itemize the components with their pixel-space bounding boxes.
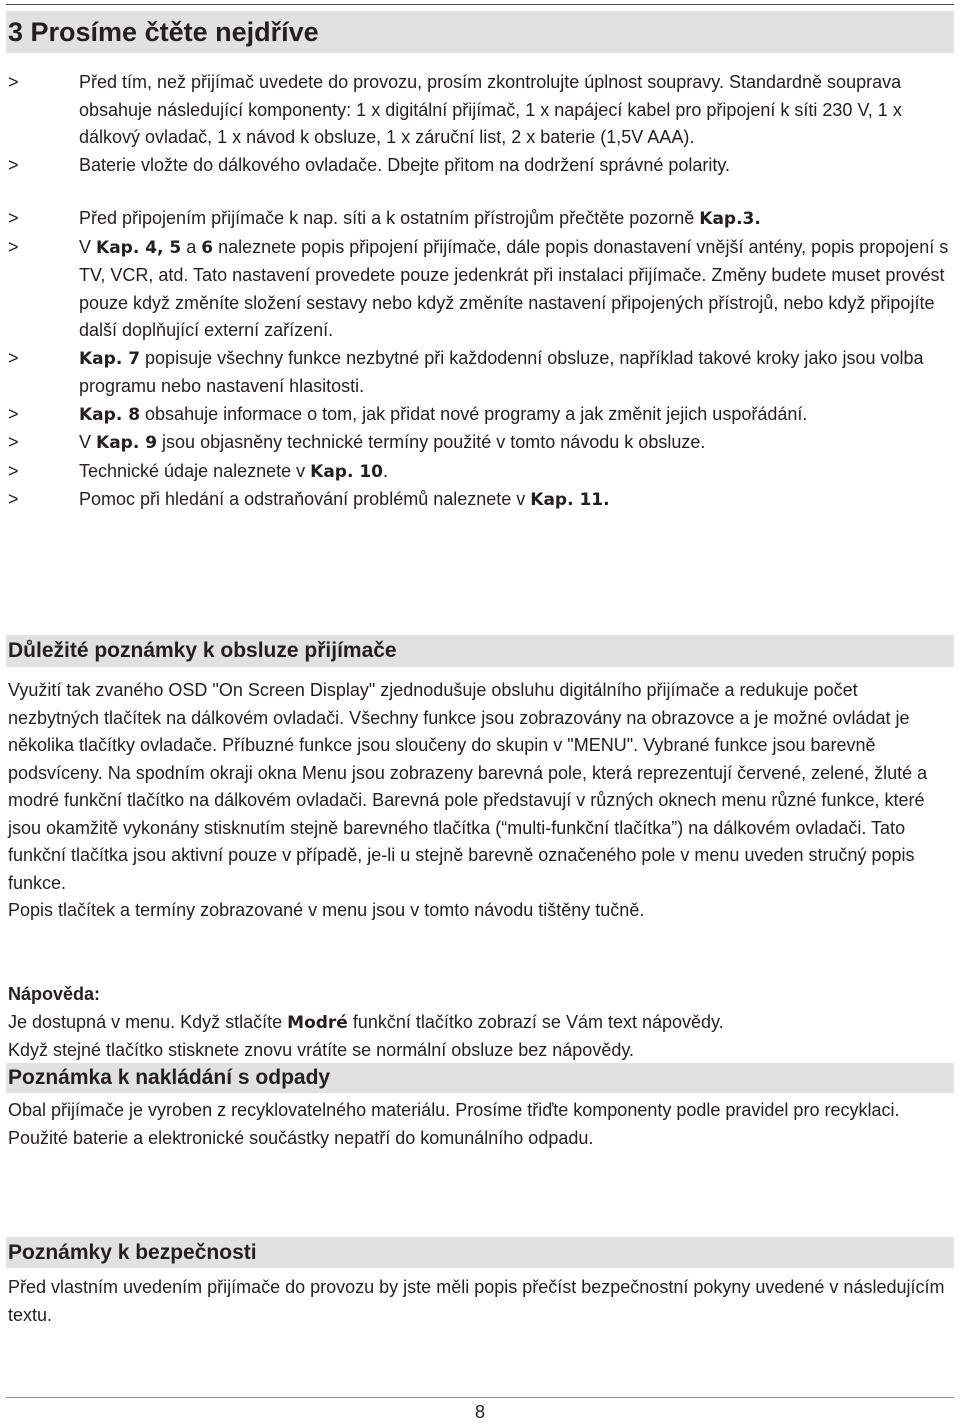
chapter-ref: Kap. 8	[79, 404, 141, 425]
list-item-text: V Kap. 9 jsou objasněny technické termíny použité v tomto návodu k obsluze.	[79, 432, 706, 453]
chapter-ref: Kap. 9	[96, 433, 158, 453]
bullet-marker: >	[8, 489, 19, 509]
bullet-marker: >	[8, 460, 19, 481]
blue-button-ref: Modré	[287, 1012, 348, 1033]
help-line-1: Je dostupná v menu. Když stlačíte Modré funkční tlačítko zobrazí se Vám text nápovědy.	[8, 1011, 724, 1033]
list-item	[8, 401, 953, 430]
bullet-marker: >	[8, 208, 19, 228]
chapter-ref: Kap.3.	[699, 209, 761, 229]
waste-section	[8, 1097, 953, 1152]
help-line-2: Když stejné tlačítko stisknete znovu vrátíte se normální obsluze bez nápovědy.	[8, 1040, 635, 1060]
list-item-text: Před tím, než přijímač uvedete do provozu, prosím zkontrolujte úplnost soupravy. Standardně souprava obsahuje následující komponenty: 1 x digitální přijímač, 1 x napájecí kabel pro připojení k síti 230 V, 1 x dálkový ovladač, 1 x návod k obsluze, 1 x záruční list, 2 x baterie (1,5V AAA).	[79, 72, 902, 147]
top-rule	[6, 4, 954, 5]
list-item	[8, 458, 953, 487]
chapter-ref: Kap. 11.	[530, 490, 610, 510]
list-item	[8, 152, 953, 180]
list-item-text: Kap. 8 obsahuje informace o tom, jak přidat nové programy a jak změnit jejich uspořádání.	[79, 403, 808, 425]
list-item	[8, 69, 953, 152]
bullet-marker: >	[8, 347, 19, 368]
list-item-text: Kap. 7 popisuje všechny funkce nezbytné při každodenní obsluze, například takové kroky jako jsou volba programu nebo nastavení hlasitosti.	[79, 347, 924, 396]
chapter-ref: Kap. 10	[310, 461, 384, 482]
bullet-list	[8, 69, 953, 515]
waste-heading: Poznámka k nakládání s odpady	[6, 1063, 954, 1093]
list-item-text: Baterie vložte do dálkového ovladače. Dbejte přitom na dodržení správné polarity.	[79, 154, 731, 175]
waste-text: Obal přijímače je vyroben z recyklovatelného materiálu. Prosíme třiďte komponenty podle pravidel pro recyklaci.	[8, 1100, 900, 1120]
section-heading: 3 Prosíme čtěte nejdříve	[6, 11, 954, 53]
list-item	[8, 429, 953, 458]
list-item-text: Pomoc při hledání a odstraňování problémů naleznete v Kap. 11.	[79, 489, 610, 510]
list-item	[8, 345, 953, 401]
important-notes-text-2: Popis tlačítek a termíny zobrazované v menu jsou v tomto návodu tištěny tučně.	[8, 900, 645, 920]
bullet-marker: >	[8, 154, 19, 175]
bullet-marker: >	[8, 236, 19, 257]
bullet-marker: >	[8, 432, 19, 452]
list-item-text: Technické údaje naleznete v Kap. 10.	[79, 460, 389, 482]
safety-heading: Poznámky k bezpečnosti	[6, 1237, 954, 1268]
important-notes-paragraph	[8, 677, 953, 925]
chapter-ref: Kap. 7	[79, 348, 141, 369]
help-section	[8, 981, 953, 1065]
list-item	[8, 205, 953, 234]
list-item-text: V Kap. 4, 5 a 6 naleznete popis připojení přijímače, dále popis donastavení vnější antény, popis propojení s TV, VCR, atd. Tato nastavení provedete pouze jedenkrát při instalaci přijímače. Změny budete muset provést pouze když změníte složení sestavy nebo když změníte nastavení připojených přístrojů, nebo když připojíte další doplňující externí zařízení.	[79, 236, 949, 340]
chapter-ref: Kap. 4, 5	[96, 237, 182, 258]
list-item	[8, 234, 953, 345]
help-label: Nápověda:	[8, 984, 101, 1004]
chapter-ref: 6	[201, 237, 214, 258]
page-number: 8	[474, 1402, 485, 1422]
list-item	[8, 486, 953, 515]
waste-text-2: Použité baterie a elektronické součástky nepatří do komunálního odpadu.	[8, 1127, 594, 1148]
list-item-text: Před připojením přijímače k nap. síti a k ostatním přístrojům přečtěte pozorně Kap.3.	[79, 208, 761, 229]
important-notes-heading: Důležité poznámky k obsluze přijímače	[6, 635, 954, 667]
bullet-marker: >	[8, 72, 19, 92]
safety-text: Před vlastním uvedením přijímače do provozu by jste měli popis přečíst bezpečnostní pokyny uvedené v následujícím textu.	[8, 1277, 945, 1325]
important-notes-text: Využití tak zvaného OSD "On Screen Display" zjednodušuje obsluhu digitálního přijímače a redukuje počet nezbytných tlačítek na dálkovém ovladači. Všechny funkce jsou zobrazovány na obrazovce a je možné ovládat je několika tlačítky ovladače. Příbuzné funkce jsou sloučeny do skupin v "MENU". Vybrané funkce jsou barevně podsvíceny. Na spodním okraji okna Menu jsou zobrazeny barevná pole, která reprezentují červené, zelené, žluté a modré funkční tlačítko na dálkovém ovladači. Barevná pole představují v různých oknech menu různé funkce, které jsou okamžitě vykonány stisknutím stejně barevného tlačítka (“multi-funkční tlačítka”) na dálkovém ovladači. Tato funkční tlačítka jsou aktivní pouze v případě, je-li u stejně barevně označeného pole v menu uveden stručný popis funkce.	[8, 680, 928, 893]
footer-rule	[6, 1397, 954, 1398]
bullet-marker: >	[8, 403, 19, 424]
